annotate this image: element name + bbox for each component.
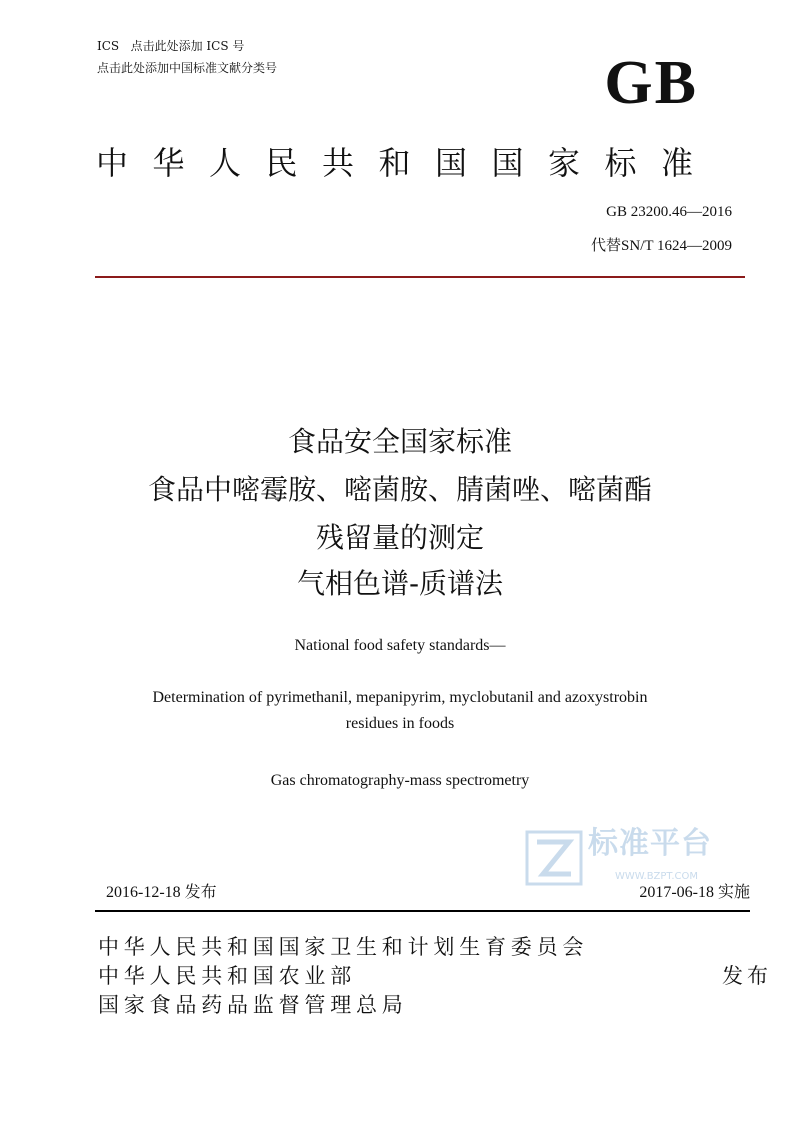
publish-label: 发布 bbox=[722, 964, 772, 988]
title-cn-line3: 残留量的测定 bbox=[315, 521, 484, 554]
title-en-line4: Gas chromatography-mass spectrometry bbox=[270, 772, 530, 789]
replaces-code: 代替SN/T 1624—2009 bbox=[591, 238, 732, 254]
top-divider bbox=[95, 276, 745, 278]
ics-text: 点击此处添加 ICS 号 bbox=[130, 39, 245, 53]
watermark-text: 标准平台 bbox=[588, 826, 712, 861]
ccs-placeholder: 点击此处添加中国标准文献分类号 bbox=[97, 61, 278, 75]
watermark-url: WWW.BZPT.COM bbox=[615, 871, 699, 882]
title-en-line2: Determination of pyrimethanil, mepanipyrim, myclobutanil and azoxystrobin bbox=[152, 689, 648, 706]
watermark-logo-icon bbox=[525, 830, 583, 886]
standard-number: GB 23200.46—2016 bbox=[606, 204, 732, 220]
title-en-line3: residues in foods bbox=[345, 715, 455, 732]
gb-logo: GB bbox=[604, 49, 698, 117]
ics-placeholder bbox=[97, 38, 244, 54]
national-standard-title: 中华人民共和国国家标准 bbox=[96, 144, 718, 182]
ics-label: ICS bbox=[97, 39, 120, 53]
title-en-line1: National food safety standards— bbox=[294, 637, 506, 654]
bottom-divider bbox=[95, 910, 750, 912]
issuer-3: 国家食品药品监督管理总局 bbox=[98, 993, 408, 1017]
title-cn-line4: 气相色谱-质谱法 bbox=[296, 567, 504, 600]
issuer-2: 中华人民共和国农业部 bbox=[98, 964, 356, 988]
title-cn-line2: 食品中嘧霉胺、嘧菌胺、腈菌唑、嘧菌酯 bbox=[147, 473, 652, 506]
issuer-1: 中华人民共和国国家卫生和计划生育委员会 bbox=[98, 935, 589, 959]
title-cn-line1: 食品安全国家标准 bbox=[287, 425, 512, 458]
implementation-date: 2017-06-18 实施 bbox=[639, 884, 750, 901]
issue-date: 2016-12-18 发布 bbox=[106, 884, 217, 901]
